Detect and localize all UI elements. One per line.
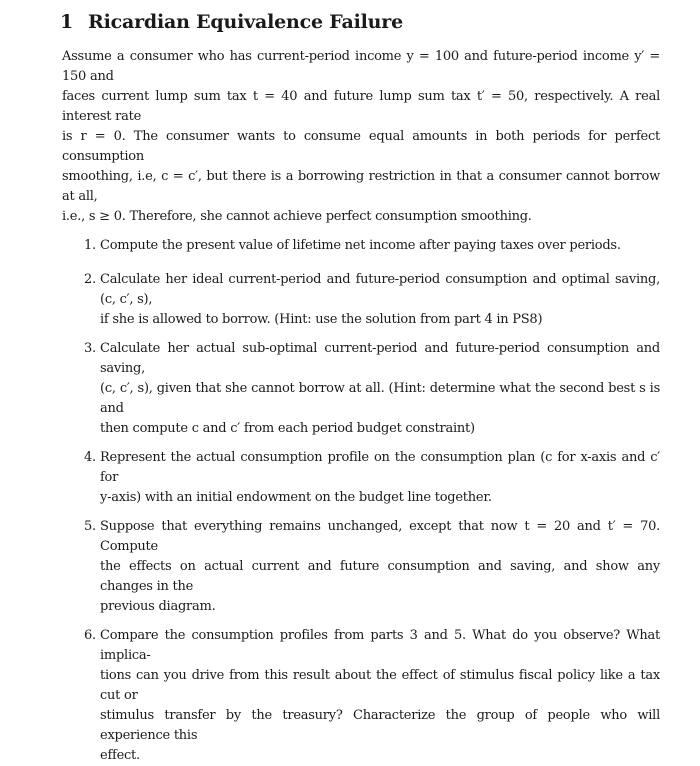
question-line: then compute c and c′ from each period budget constraint): [100, 421, 475, 436]
question-text: [100, 236, 660, 256]
question-line: Compute the present value of lifetime net income after paying taxes over periods.: [100, 238, 621, 253]
question-line: if she is allowed to borrow. (Hint: use the solution from part 4 in PS8): [100, 312, 543, 327]
intro-line: is r = 0. The consumer wants to consume equal amounts in both periods for perfect consumption: [62, 129, 660, 164]
question-text: [100, 270, 660, 330]
intro-line: faces current lump sum tax t = 40 and future lump sum tax t′ = 50, respectively. A real interest rate: [62, 89, 660, 124]
question-text: [100, 517, 660, 617]
problem-statement: [62, 47, 660, 227]
section-number: 1: [60, 11, 74, 33]
question-item: [84, 339, 660, 439]
question-line: Suppose that everything remains unchanged, except that now t = 20 and t′ = 70. Compute: [100, 519, 660, 554]
question-number: 5.: [84, 519, 96, 534]
question-line: Calculate her ideal current-period and future-period consumption and optimal saving, (c, c′, s),: [100, 272, 660, 307]
question-list: [62, 236, 660, 766]
section-heading: [60, 10, 660, 34]
question-number: 2.: [84, 272, 96, 287]
question-item: [84, 626, 660, 766]
question-item: [84, 448, 660, 508]
question-number: 1.: [84, 238, 96, 253]
question-line: stimulus transfer by the treasury? Characterize the group of people who will experience this: [100, 708, 660, 743]
question-line: Calculate her actual sub-optimal current-period and future-period consumption and saving,: [100, 341, 660, 376]
intro-line: i.e., s ≥ 0. Therefore, she cannot achieve perfect consumption smoothing.: [62, 209, 532, 224]
question-line: previous diagram.: [100, 599, 216, 614]
question-item: [84, 517, 660, 617]
question-line: (c, c′, s), given that she cannot borrow at all. (Hint: determine what the second best s is and: [100, 381, 660, 416]
question-line: the effects on actual current and future consumption and saving, and show any changes in the: [100, 559, 660, 594]
question-text: [100, 626, 660, 766]
question-line: Compare the consumption profiles from parts 3 and 5. What do you observe? What implica-: [100, 628, 660, 663]
question-text: [100, 448, 660, 508]
question-number: 3.: [84, 341, 96, 356]
question-line: Represent the actual consumption profile on the consumption plan (c for x-axis and c′ for: [100, 450, 660, 485]
question-item: [84, 236, 660, 256]
question-line: effect.: [100, 748, 140, 763]
intro-line: smoothing, i.e, c = c′, but there is a borrowing restriction in that a consumer cannot borrow at all,: [62, 169, 660, 204]
question-line: tions can you drive from this result about the effect of stimulus fiscal policy like a tax cut or: [100, 668, 660, 703]
question-item: [84, 270, 660, 330]
section-title: Ricardian Equivalence Failure: [88, 11, 403, 33]
question-number: 6.: [84, 628, 96, 643]
question-text: [100, 339, 660, 439]
question-number: 4.: [84, 450, 96, 465]
intro-line: Assume a consumer who has current-period income y = 100 and future-period income y′ = 150 and: [62, 49, 660, 84]
question-line: y-axis) with an initial endowment on the budget line together.: [100, 490, 492, 505]
